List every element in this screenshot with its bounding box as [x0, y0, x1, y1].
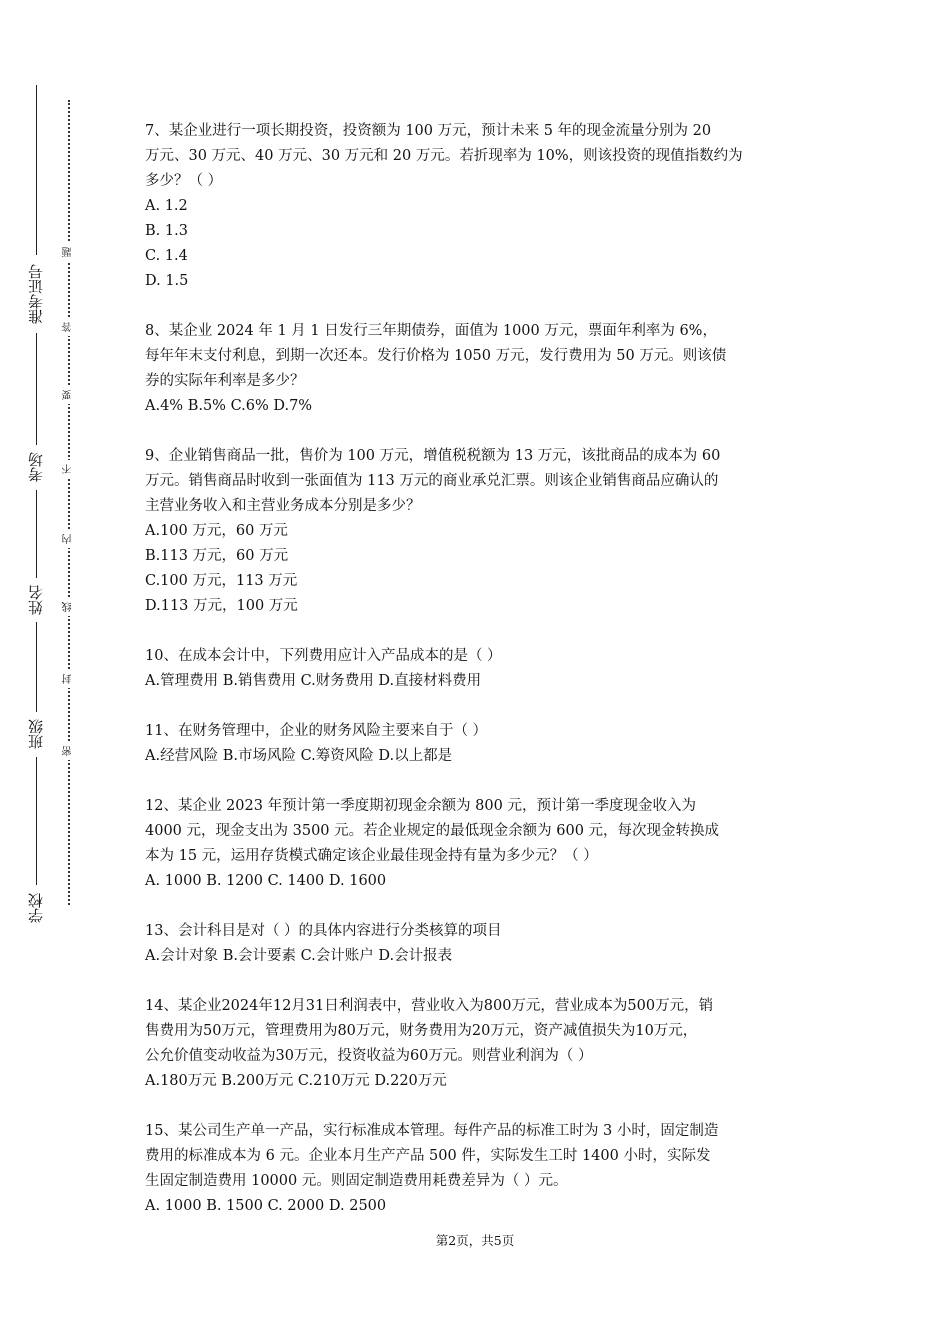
seal-char: 题: [60, 243, 76, 261]
question-list: [145, 119, 815, 1244]
question-14: [145, 994, 815, 1094]
seal-char: 要: [60, 386, 76, 404]
room-label: 考场: [27, 452, 45, 482]
question-7: [145, 119, 815, 294]
room-line: [36, 333, 37, 445]
option: A.会计对象 B.会计要素 C.会计账户 D.会计报表: [145, 948, 453, 964]
option: A.经营风险 B.市场风险 C.筹资风险 D.以上都是: [145, 748, 453, 764]
question-stem: 万元。销售商品时收到一张面值为 113 万元的商业承兑汇票。则该企业销售商品应确认的: [145, 473, 719, 489]
seal-char: 封: [60, 670, 76, 688]
exam-id-label: 准考证号: [27, 264, 45, 324]
question-stem: 每年年末支付利息，到期一次还本。发行价格为 1050 万元，发行费用为 50 万元。则该债: [145, 348, 727, 364]
option: A.管理费用 B.销售费用 C.财务费用 D.直接材料费用: [145, 673, 482, 689]
question-12: [145, 794, 815, 894]
seal-char: 密: [60, 742, 76, 760]
option: C.100 万元，113 万元: [145, 573, 298, 589]
seal-dotted-line: [68, 100, 70, 905]
option: A.100 万元，60 万元: [145, 523, 288, 539]
question-stem: 14、某企业2024年12月31日利润表中，营业收入为800万元，营业成本为500万元，销: [145, 998, 714, 1014]
question-stem: 10、在成本会计中，下列费用应计入产品成本的是（ ）: [145, 648, 502, 664]
class-line: [36, 622, 37, 712]
question-11: [145, 719, 815, 769]
question-stem: 本为 15 元，运用存货模式确定该企业最佳现金持有量为多少元？（ ）: [145, 848, 598, 864]
school-label: 学校: [27, 893, 45, 923]
option: A. 1000 B. 1200 C. 1400 D. 1600: [145, 873, 387, 889]
question-stem: 多少？（ ）: [145, 173, 223, 189]
option: A. 1.2: [145, 198, 188, 214]
seal-char: 答: [60, 318, 76, 336]
question-15: [145, 1119, 815, 1219]
question-stem: 9、企业销售商品一批，售价为 100 万元，增值税税额为 13 万元，该批商品的成本为 60: [145, 448, 721, 464]
option: D.113 万元，100 万元: [145, 598, 298, 614]
question-stem: 券的实际年利率是多少？: [145, 373, 305, 389]
question-8: [145, 319, 815, 419]
question-stem: 13、会计科目是对（ ）的具体内容进行分类核算的项目: [145, 923, 502, 939]
option: B. 1.3: [145, 223, 188, 239]
name-label: 姓名: [27, 585, 45, 615]
question-9: [145, 444, 815, 619]
seal-char: 不: [60, 460, 76, 478]
option: B.113 万元，60 万元: [145, 548, 289, 564]
question-stem: 主营业务收入和主营业务成本分别是多少？: [145, 498, 421, 514]
question-13: [145, 919, 815, 969]
option: A.180万元 B.200万元 C.210万元 D.220万元: [145, 1073, 447, 1089]
exam-id-line: [36, 85, 37, 255]
question-10: [145, 644, 815, 694]
question-stem: 15、某公司生产单一产品，实行标准成本管理。每件产品的标准工时为 3 小时，固定制造: [145, 1123, 719, 1139]
question-stem: 4000 元，现金支出为 3500 元。若企业规定的最低现金余额为 600 元，每次现金转换成: [145, 823, 720, 839]
question-stem: 8、某企业 2024 年 1 月 1 日发行三年期债券，面值为 1000 万元，票面年利率为 6%，: [145, 323, 717, 339]
question-stem: 7、某企业进行一项长期投资，投资额为 100 万元，预计未来 5 年的现金流量分别为 20: [145, 123, 712, 139]
binding-margin: [0, 0, 90, 1344]
question-stem: 售费用为50万元，管理费用为80万元，财务费用为20万元，资产减值损失为10万元，: [145, 1023, 698, 1039]
question-stem: 费用的标准成本为 6 元。企业本月生产产品 500 件，实际发生工时 1400 小时，实际发: [145, 1148, 711, 1164]
question-stem: 生固定制造费用 10000 元。则固定制造费用耗费差异为（ ）元。: [145, 1173, 568, 1189]
seal-char: 内: [60, 530, 76, 548]
name-line: [36, 490, 37, 578]
question-stem: 11、在财务管理中，企业的财务风险主要来自于（ ）: [145, 723, 488, 739]
option: A.4% B.5% C.6% D.7%: [145, 398, 313, 414]
seal-char: 线: [60, 598, 76, 616]
school-line: [36, 757, 37, 885]
option: A. 1000 B. 1500 C. 2000 D. 2500: [145, 1198, 387, 1214]
option: C. 1.4: [145, 248, 188, 264]
question-stem: 万元、30 万元、40 万元、30 万元和 20 万元。若折现率为 10%，则该投资的现值指数约为: [145, 148, 743, 164]
option: D. 1.5: [145, 273, 189, 289]
question-stem: 12、某企业 2023 年预计第一季度期初现金余额为 800 元，预计第一季度现金收入为: [145, 798, 696, 814]
class-label: 班级: [27, 719, 45, 749]
page-number: 第2页，共5页: [435, 1233, 515, 1248]
question-stem: 公允价值变动收益为30万元，投资收益为60万元。则营业利润为（ ）: [145, 1048, 593, 1064]
